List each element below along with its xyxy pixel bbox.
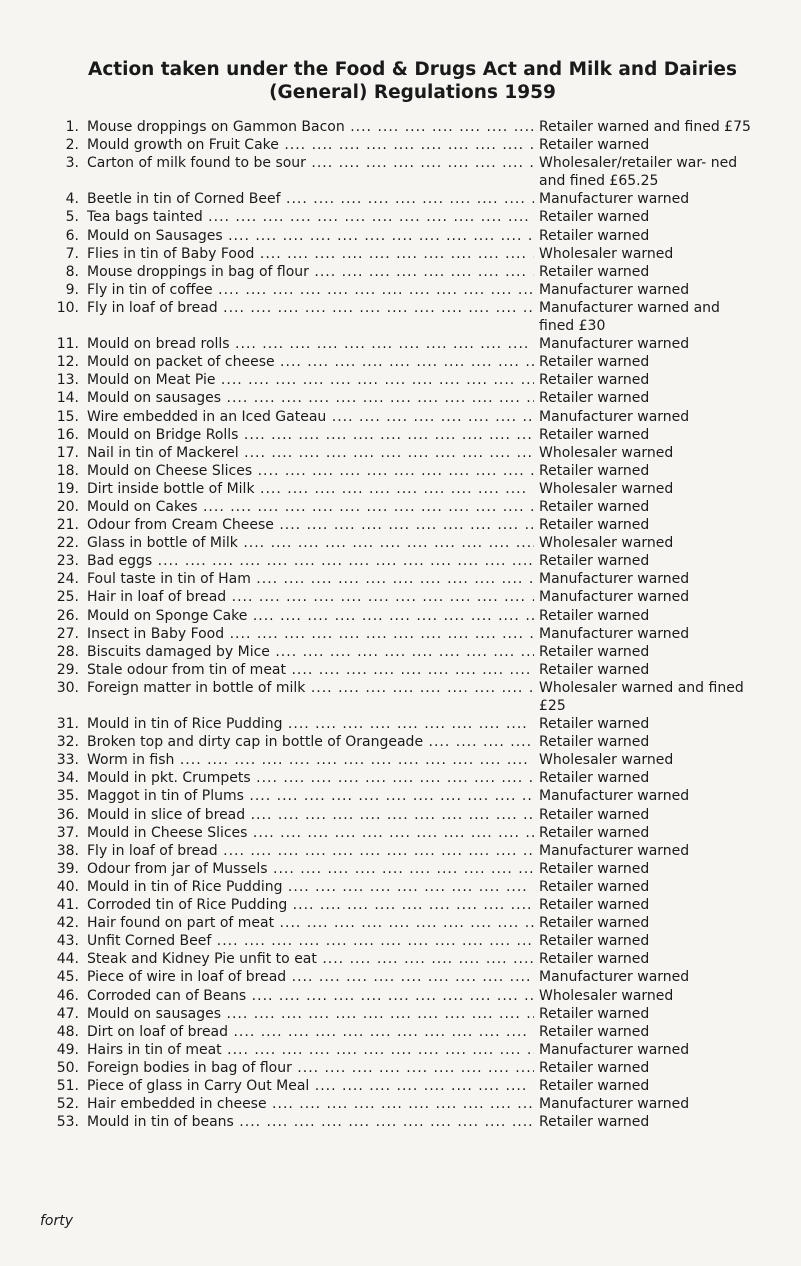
item-description: Piece of glass in Carry Out Meal ....	[87, 1077, 534, 1095]
item-description: Hair embedded in cheese ....	[87, 1095, 534, 1113]
item-description: Unfit Corned Beef ....	[87, 932, 534, 950]
item-action: Retailer warned	[539, 878, 650, 895]
list-item	[54, 1023, 754, 1041]
list-item	[54, 1077, 754, 1095]
item-action: Retailer warned	[539, 661, 650, 678]
list-item	[54, 932, 754, 950]
action-list	[54, 118, 754, 1131]
list-item	[54, 208, 754, 226]
item-description: Mould in tin of beans ....	[87, 1113, 534, 1131]
list-item	[54, 842, 754, 860]
item-number: 36.	[56, 806, 79, 823]
item-description: Hair found on part of meat ....	[87, 914, 534, 932]
list-item	[54, 534, 754, 552]
item-description: Mouse droppings on Gammon Bacon ....	[87, 118, 534, 136]
item-action: Retailer warned	[539, 462, 650, 479]
list-item	[54, 154, 754, 190]
item-action: Manufacturer warned	[539, 842, 690, 859]
item-number: 44.	[56, 951, 79, 968]
item-description: Insect in Baby Food ....	[87, 625, 534, 643]
item-action: Retailer warned	[539, 770, 650, 787]
item-action: Retailer warned	[539, 227, 650, 244]
list-item	[54, 335, 754, 353]
item-number: 9.	[65, 281, 79, 298]
item-description: Mould in tin of Rice Pudding ....	[87, 878, 534, 896]
item-action: Retailer warned	[539, 390, 650, 407]
list-item	[54, 371, 754, 389]
item-action: Wholesaler/retailer war- ned and fined £65.25	[539, 155, 738, 190]
list-item	[54, 733, 754, 751]
list-item	[54, 824, 754, 842]
item-action: Manufacturer warned	[539, 589, 690, 606]
item-number: 43.	[56, 933, 79, 950]
item-description: Fly in loaf of bread ....	[87, 299, 534, 317]
item-number: 3.	[65, 155, 79, 172]
item-description: Foreign bodies in bag of flour ....	[87, 1059, 534, 1077]
item-description: Foreign matter in bottle of milk ....	[87, 679, 534, 697]
item-number: 19.	[56, 480, 79, 497]
item-action: Retailer warned	[539, 824, 650, 841]
item-number: 32.	[56, 734, 79, 751]
list-item	[54, 480, 754, 498]
item-description: Worm in fish ....	[87, 751, 534, 769]
item-description: Bad eggs ....	[87, 552, 534, 570]
item-number: 13.	[56, 372, 79, 389]
item-action: Retailer warned	[539, 933, 650, 950]
item-action: Retailer warned	[539, 1005, 650, 1022]
list-item	[54, 643, 754, 661]
list-item	[54, 389, 754, 407]
item-description: Mould in pkt. Crumpets ....	[87, 769, 534, 787]
list-item	[54, 968, 754, 986]
item-number: 39.	[56, 860, 79, 877]
item-description: Biscuits damaged by Mice ....	[87, 643, 534, 661]
item-number: 41.	[56, 897, 79, 914]
item-number: 23.	[56, 553, 79, 570]
item-description: Mould on Cheese Slices ....	[87, 462, 534, 480]
item-description: Wire embedded in an Iced Gateau ....	[87, 408, 534, 426]
page-title	[40, 58, 785, 104]
item-action: Manufacturer warned	[539, 625, 690, 642]
item-number: 48.	[56, 1023, 79, 1040]
item-description: Foul taste in tin of Ham ....	[87, 570, 534, 588]
item-description: Mould on Sponge Cake ....	[87, 607, 534, 625]
list-item	[54, 498, 754, 516]
item-action: Retailer warned	[539, 643, 650, 660]
item-action: Manufacturer warned	[539, 408, 690, 425]
list-item	[54, 769, 754, 787]
item-number: 1.	[65, 119, 79, 135]
item-description: Flies in tin of Baby Food ....	[87, 245, 534, 263]
item-description: Mould on sausages ....	[87, 1005, 534, 1023]
item-description: Mould growth on Fruit Cake ....	[87, 136, 534, 154]
item-description: Hair in loaf of bread ....	[87, 588, 534, 606]
list-item	[54, 118, 754, 136]
item-number: 42.	[56, 915, 79, 932]
item-action: Retailer warned	[539, 137, 650, 154]
item-description: Fly in tin of coffee ....	[87, 281, 534, 299]
item-number: 35.	[56, 788, 79, 805]
list-item	[54, 860, 754, 878]
item-number: 24.	[56, 571, 79, 588]
list-item	[54, 878, 754, 896]
item-action: Manufacturer warned	[539, 571, 690, 588]
item-action: Retailer warned	[539, 1059, 650, 1076]
item-action: Wholesaler warned	[539, 987, 674, 1004]
item-description: Mould on sausages ....	[87, 389, 534, 407]
item-number: 17.	[56, 444, 79, 461]
item-action: Retailer warned	[539, 263, 650, 280]
item-number: 20.	[56, 498, 79, 515]
item-number: 45.	[56, 969, 79, 986]
item-number: 29.	[56, 661, 79, 678]
item-number: 22.	[56, 535, 79, 552]
item-number: 40.	[56, 878, 79, 895]
item-action: Retailer warned	[539, 1077, 650, 1094]
item-number: 18.	[56, 462, 79, 479]
item-action: Retailer warned	[539, 915, 650, 932]
item-action: Manufacturer warned	[539, 281, 690, 298]
page-number: forty	[40, 1213, 74, 1229]
list-item	[54, 353, 754, 371]
item-number: 10.	[56, 299, 79, 316]
item-action: Retailer warned	[539, 951, 650, 968]
list-item	[54, 281, 754, 299]
list-item	[54, 462, 754, 480]
item-description: Odour from jar of Mussels ....	[87, 860, 534, 878]
item-number: 27.	[56, 625, 79, 642]
list-item	[54, 1005, 754, 1023]
item-description: Dirt inside bottle of Milk ....	[87, 480, 534, 498]
item-description: Odour from Cream Cheese ....	[87, 516, 534, 534]
list-item	[54, 679, 754, 715]
item-description: Dirt on loaf of bread ....	[87, 1023, 534, 1041]
list-item	[54, 136, 754, 154]
list-item	[54, 787, 754, 805]
item-action: Manufacturer warned	[539, 788, 690, 805]
item-action: Retailer warned	[539, 716, 650, 733]
item-action: Retailer warned and fined £75	[539, 119, 751, 135]
item-description: Mould in Cheese Slices ....	[87, 824, 534, 842]
list-item	[54, 552, 754, 570]
item-number: 46.	[56, 987, 79, 1004]
title-line-2: (General) Regulations 1959	[269, 82, 556, 103]
item-action: Retailer warned	[539, 734, 650, 751]
item-description: Mould on Sausages ....	[87, 227, 534, 245]
list-item	[54, 661, 754, 679]
item-action: Retailer warned	[539, 372, 650, 389]
item-description: Mould in tin of Rice Pudding ....	[87, 715, 534, 733]
item-description: Piece of wire in loaf of bread ....	[87, 968, 534, 986]
item-description: Corroded can of Beans ....	[87, 987, 534, 1005]
item-description: Maggot in tin of Plums ....	[87, 787, 534, 805]
list-item	[54, 1059, 754, 1077]
list-item	[54, 1095, 754, 1113]
item-description: Glass in bottle of Milk ....	[87, 534, 534, 552]
item-number: 21.	[56, 517, 79, 534]
item-number: 7.	[65, 245, 79, 262]
item-number: 33.	[56, 752, 79, 769]
item-description: Carton of milk found to be sour ....	[87, 154, 534, 172]
item-number: 2.	[65, 137, 79, 154]
item-action: Wholesaler warned	[539, 752, 674, 769]
item-number: 47.	[56, 1005, 79, 1022]
item-action: Manufacturer warned	[539, 191, 690, 208]
item-number: 53.	[56, 1114, 79, 1131]
item-description: Hairs in tin of meat ....	[87, 1041, 534, 1059]
list-item	[54, 1113, 754, 1131]
item-description: Mould on packet of cheese ....	[87, 353, 534, 371]
list-item	[54, 950, 754, 968]
item-action: Manufacturer warned	[539, 969, 690, 986]
list-item	[54, 987, 754, 1005]
item-action: Retailer warned	[539, 498, 650, 515]
item-description: Mouse droppings in bag of flour ....	[87, 263, 534, 281]
item-description: Nail in tin of Mackerel ....	[87, 444, 534, 462]
item-number: 52.	[56, 1096, 79, 1113]
item-number: 37.	[56, 824, 79, 841]
item-description: Mould on bread rolls ....	[87, 335, 534, 353]
item-number: 11.	[56, 336, 79, 353]
item-number: 51.	[56, 1077, 79, 1094]
item-action: Manufacturer warned	[539, 1096, 690, 1113]
list-item	[54, 444, 754, 462]
item-number: 38.	[56, 842, 79, 859]
item-number: 12.	[56, 354, 79, 371]
item-number: 25.	[56, 589, 79, 606]
item-action: Retailer warned	[539, 517, 650, 534]
list-item	[54, 263, 754, 281]
item-description: Beetle in tin of Corned Beef ....	[87, 190, 534, 208]
item-description: Mould on Bridge Rolls ....	[87, 426, 534, 444]
item-action: Wholesaler warned	[539, 535, 674, 552]
list-item	[54, 607, 754, 625]
item-description: Mould in slice of bread ....	[87, 806, 534, 824]
list-item	[54, 190, 754, 208]
item-description: Corroded tin of Rice Pudding ....	[87, 896, 534, 914]
item-number: 4.	[65, 191, 79, 208]
item-action: Retailer warned	[539, 1023, 650, 1040]
item-action: Retailer warned	[539, 1114, 650, 1131]
item-action: Retailer warned	[539, 426, 650, 443]
item-action: Retailer warned	[539, 897, 650, 914]
item-description: Mould on Cakes ....	[87, 498, 534, 516]
item-number: 5.	[65, 209, 79, 226]
title-line-1: Action taken under the Food & Drugs Act and Milk and Dairies	[88, 59, 737, 80]
list-item	[54, 408, 754, 426]
item-number: 16.	[56, 426, 79, 443]
list-item	[54, 227, 754, 245]
item-action: Retailer warned	[539, 860, 650, 877]
list-item	[54, 715, 754, 733]
list-item	[54, 426, 754, 444]
item-number: 14.	[56, 390, 79, 407]
item-number: 50.	[56, 1059, 79, 1076]
item-number: 6.	[65, 227, 79, 244]
list-item	[54, 570, 754, 588]
item-description: Mould on Meat Pie ....	[87, 371, 534, 389]
item-action: Retailer warned	[539, 607, 650, 624]
item-action: Retailer warned	[539, 806, 650, 823]
list-item	[54, 1041, 754, 1059]
list-item	[54, 245, 754, 263]
item-action: Manufacturer warned	[539, 336, 690, 353]
list-item	[54, 299, 754, 335]
item-action: Manufacturer warned	[539, 1041, 690, 1058]
item-description: Broken top and dirty cap in bottle of Orangeade ....	[87, 733, 534, 751]
item-action: Wholesaler warned	[539, 245, 674, 262]
item-description: Fly in loaf of bread ....	[87, 842, 534, 860]
list-item	[54, 516, 754, 534]
item-number: 15.	[56, 408, 79, 425]
item-action: Retailer warned	[539, 354, 650, 371]
item-action: Manufacturer warned and fined £30	[539, 299, 720, 335]
item-action: Wholesaler warned	[539, 444, 674, 461]
list-item	[54, 751, 754, 769]
list-item	[54, 896, 754, 914]
item-number: 30.	[56, 679, 79, 696]
item-action: Wholesaler warned	[539, 480, 674, 497]
list-item	[54, 588, 754, 606]
item-number: 49.	[56, 1041, 79, 1058]
item-number: 34.	[56, 770, 79, 787]
item-number: 31.	[56, 716, 79, 733]
list-item	[54, 914, 754, 932]
item-action: Retailer warned	[539, 553, 650, 570]
item-number: 26.	[56, 607, 79, 624]
item-description: Stale odour from tin of meat ....	[87, 661, 534, 679]
item-description: Tea bags tainted ....	[87, 208, 534, 226]
item-action: Retailer warned	[539, 209, 650, 226]
item-action: Wholesaler warned and fined £25	[539, 679, 744, 714]
item-number: 8.	[65, 263, 79, 280]
item-description: Steak and Kidney Pie unfit to eat ....	[87, 950, 534, 968]
list-item	[54, 625, 754, 643]
list-item	[54, 806, 754, 824]
item-number: 28.	[56, 643, 79, 660]
